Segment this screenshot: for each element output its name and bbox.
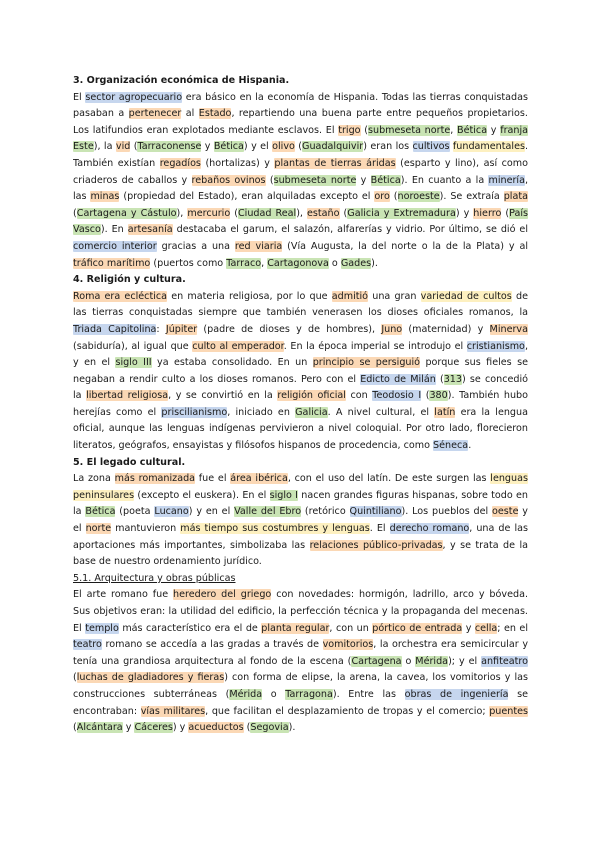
highlighted-term: Ciudad Real <box>237 207 297 219</box>
text-line <box>73 554 528 571</box>
highlighted-term: más romanizada <box>114 473 196 485</box>
text-run: (padre de dioses y de hombres), <box>197 323 382 335</box>
highlighted-term: priscilianismo <box>161 406 228 418</box>
text-run: romano se accedía a las gradas a través de <box>101 639 323 651</box>
text-run: tenía una grandiosa arquitectura al fondo de la escena ( <box>73 655 352 667</box>
text-run: y en el <box>73 357 116 369</box>
text-run: la <box>73 506 86 518</box>
highlighted-term: culto al emperador <box>192 340 284 352</box>
text-run: ( <box>73 672 77 684</box>
highlighted-term: área ibérica <box>230 473 288 485</box>
text-line <box>73 222 528 239</box>
text-run: 5.1. Arquitectura y obras públicas <box>73 572 236 584</box>
text-run: 5. El legado cultural. <box>73 456 186 468</box>
text-run: el <box>73 523 86 535</box>
highlighted-term: noroeste <box>397 191 440 203</box>
text-line <box>73 322 528 339</box>
text-run: 4. Religión y cultura. <box>73 274 186 286</box>
text-run: ). Se extraía <box>439 191 504 203</box>
text-line <box>73 720 528 737</box>
highlighted-term: variedad de cultos <box>420 290 512 302</box>
text-run: y <box>356 174 371 186</box>
highlighted-term: Bética <box>457 124 488 136</box>
text-run: la <box>73 390 87 402</box>
highlighted-term: peninsulares <box>73 489 135 501</box>
highlighted-term: oro <box>374 191 390 203</box>
text-run: oficial, aunque las lenguas indígenas pervivieron a nivel coloquial. Por otro lado, florecieron <box>73 423 528 435</box>
text-run: literatos, geógrafos, ensayistas y filósofos hispanos de procedencia, como <box>73 440 434 452</box>
text-run: Sus objetivos eran: la utilidad del edificio, la perfección técnica y la propaganda del mecenas. <box>73 606 528 617</box>
text-run: negaban a rendir culto a los dioses romanos. Pero con el <box>73 373 361 385</box>
highlighted-term: acueductos <box>188 722 244 734</box>
text-line <box>73 687 528 704</box>
text-run: ). Entre las <box>332 688 405 700</box>
highlighted-term: Júpiter <box>165 323 198 335</box>
highlighted-term: luchas de gladiadores y fieras <box>76 672 225 684</box>
highlighted-term: latín <box>434 406 456 418</box>
highlighted-term: lenguas <box>490 473 528 485</box>
text-line <box>73 654 528 671</box>
highlighted-term: vid <box>115 141 131 153</box>
highlighted-term: oeste <box>492 506 519 518</box>
text-run: (sabiduría), al igual que <box>73 340 193 352</box>
highlighted-term: Valle del Ebro <box>234 506 302 518</box>
text-run: y <box>122 722 135 734</box>
highlighted-term: cultivos <box>412 141 450 153</box>
highlighted-term: derecho romano <box>389 523 470 535</box>
highlighted-term: plantas de tierras áridas <box>274 157 396 169</box>
text-line <box>73 355 528 372</box>
highlighted-term: Tarragona <box>285 688 333 700</box>
highlighted-term: teatro <box>73 639 102 651</box>
text-line <box>73 488 528 505</box>
text-run: y <box>518 506 528 518</box>
highlighted-term: submeseta norte <box>273 174 357 186</box>
highlighted-term: trigo <box>338 124 361 136</box>
text-line <box>73 421 528 438</box>
text-line <box>73 621 528 638</box>
highlighted-term: hierro <box>473 207 502 219</box>
text-run: 3. Organización económica de Hispania. <box>73 75 290 86</box>
text-line <box>73 173 528 190</box>
text-line <box>73 123 528 140</box>
section-heading <box>73 455 528 472</box>
highlighted-term: Lucano <box>154 506 189 518</box>
text-run: , <box>261 257 268 269</box>
text-run: ( <box>421 390 430 402</box>
text-run: . A nivel cultural, el <box>327 406 435 418</box>
text-run: ), <box>176 207 188 219</box>
text-line <box>73 256 528 273</box>
highlighted-term: Triada Capitolina <box>73 323 157 335</box>
text-line <box>73 139 528 156</box>
highlighted-term: más tiempo sus costumbres y lenguas <box>180 523 370 535</box>
highlighted-term: submeseta norte <box>368 124 451 136</box>
text-line <box>73 388 528 405</box>
highlighted-term: relaciones público-privadas <box>309 539 443 551</box>
highlighted-term: red viaria <box>234 240 283 252</box>
highlighted-term: regadíos <box>159 157 201 169</box>
highlighted-term: vomitorios <box>322 639 374 651</box>
text-run: (esparto y lino), así como <box>395 157 528 169</box>
highlighted-term: cristianismo <box>466 340 525 352</box>
highlighted-term: religión oficial <box>277 390 346 402</box>
text-line <box>73 704 528 721</box>
text-line <box>73 604 528 621</box>
text-run: , y se convirtió en la <box>168 390 278 402</box>
text-run: ), <box>296 207 308 219</box>
highlighted-term: País <box>509 207 528 219</box>
text-run: ), la <box>93 141 116 153</box>
highlighted-term: 380 <box>429 390 448 402</box>
highlighted-term: pertenecer <box>128 108 182 120</box>
highlighted-term: Roma era ecléctica <box>73 290 168 302</box>
highlighted-term: templo <box>85 622 119 634</box>
text-run: (maternidad) y <box>402 323 490 335</box>
text-run: las tierras conquistadas siempre que también venerasen los dioses oficiales romanos, la <box>73 307 528 319</box>
text-run: y <box>462 622 475 634</box>
text-run: criaderos de caballos y <box>73 174 192 186</box>
section-heading <box>73 272 528 289</box>
highlighted-term: admitió <box>331 290 369 302</box>
text-run: ) y <box>455 207 474 219</box>
highlighted-term: libertad religiosa <box>86 390 169 402</box>
highlighted-term: planta regular <box>261 622 330 634</box>
text-run: , y se trata de la <box>442 539 528 551</box>
text-run: ( <box>294 141 303 153</box>
text-line <box>73 538 528 555</box>
text-run: También existían <box>73 157 160 169</box>
text-run: . <box>468 440 472 452</box>
text-line <box>73 90 528 107</box>
highlighted-term: Vasco <box>73 224 101 236</box>
highlighted-term: Tarraco <box>226 257 262 269</box>
text-run: herejías como el <box>73 406 162 418</box>
highlighted-term: Cáceres <box>134 722 173 734</box>
text-run: ( <box>230 207 238 219</box>
text-line <box>73 521 528 538</box>
section-heading <box>73 73 528 90</box>
highlighted-term: 313 <box>443 373 463 385</box>
text-run: en materia religiosa, por lo que <box>167 290 332 302</box>
text-run: más característico era el de <box>118 622 262 634</box>
text-line <box>73 405 528 422</box>
text-run: construcciones subterráneas ( <box>73 688 230 700</box>
highlighted-term: Minerva <box>489 323 528 335</box>
text-line <box>73 239 528 256</box>
highlighted-term: anfiteatro <box>481 655 528 667</box>
subsection-heading <box>73 571 528 588</box>
text-line <box>73 372 528 389</box>
text-run: ya estaba consolidado. En un <box>151 357 313 369</box>
text-run: gracias a una <box>156 240 235 252</box>
highlighted-term: cella <box>474 622 498 634</box>
highlighted-term: Tarraconense <box>137 141 202 153</box>
highlighted-term: Galicia <box>295 406 328 418</box>
highlighted-term: Edicto de Milán <box>360 373 436 385</box>
text-run: , con un <box>329 622 373 634</box>
text-run: El <box>73 622 86 634</box>
highlighted-term: sector agropecuario <box>85 91 183 103</box>
highlighted-term: fundamentales <box>452 141 525 153</box>
highlighted-term: Cartagonova <box>267 257 329 269</box>
text-run: (propiedad del Estado), eran alquiladas excepto el <box>119 191 375 203</box>
text-run: ) eran los <box>363 141 413 153</box>
highlighted-term: Cartagena <box>351 655 402 667</box>
text-run: con <box>345 390 373 402</box>
highlighted-term: Galicia y Extremadura <box>347 207 456 219</box>
text-run: , que facilitan el desplazamiento de tropas y el comercio; <box>205 705 490 717</box>
text-line <box>73 106 528 123</box>
text-line <box>73 637 528 654</box>
text-run: ) con forma de elipse, la arena, la cavea, los vomitorios y las <box>224 672 528 684</box>
text-line <box>73 471 528 488</box>
highlighted-term: tráfico marítimo <box>73 257 151 269</box>
text-line <box>73 339 528 356</box>
highlighted-term: minas <box>90 191 120 203</box>
highlighted-term: principio se persiguió <box>312 357 421 369</box>
text-line <box>73 206 528 223</box>
text-line <box>73 156 528 173</box>
text-run: Los latifundios eran explotados mediante esclavos. El <box>73 124 339 136</box>
highlighted-term: Cartagena y Cástulo <box>76 207 177 219</box>
text-run: La zona <box>73 473 115 485</box>
text-run: o <box>401 655 416 667</box>
highlighted-term: minería <box>488 174 525 186</box>
text-run: , la orchestra era semicircular y <box>373 639 528 651</box>
highlighted-term: plata <box>503 191 528 203</box>
highlighted-term: Bética <box>213 141 244 153</box>
highlighted-term: Este <box>73 141 94 153</box>
text-run: ). <box>371 257 378 269</box>
text-line <box>73 587 528 604</box>
text-run: ( <box>243 722 251 734</box>
text-run: (puertos como <box>150 257 227 269</box>
text-run: pasaban a <box>73 108 129 120</box>
text-run: , <box>450 124 458 136</box>
highlighted-term: franja <box>500 124 528 136</box>
text-run: una gran <box>368 290 421 302</box>
text-run: mantuvieron <box>111 523 181 535</box>
text-line <box>73 504 528 521</box>
text-run: ( <box>360 124 369 136</box>
text-run: ). En cuanto a la <box>400 174 489 186</box>
highlighted-term: Teodosio I <box>372 390 422 402</box>
text-run: (hortalizas) y <box>200 157 275 169</box>
text-run: , iniciado en <box>227 406 296 418</box>
text-line <box>73 438 528 455</box>
text-run: ( <box>501 207 510 219</box>
text-run: fue el <box>195 473 231 485</box>
text-run: de <box>511 290 528 302</box>
text-run: , <box>524 340 528 352</box>
highlighted-term: Segovia <box>250 722 289 734</box>
text-run: ( <box>265 174 274 186</box>
highlighted-term: vías militares <box>140 705 206 717</box>
text-run: se <box>508 688 528 700</box>
highlighted-term: Quintiliano <box>349 506 402 518</box>
text-run: encontraban: <box>73 705 141 717</box>
highlighted-term: artesanía <box>127 224 173 236</box>
highlighted-term: estaño <box>307 207 340 219</box>
text-run: destacaba el garum, el salazón, alfarerías y vidrio. Por último, se dió el <box>172 224 528 236</box>
text-line <box>73 189 528 206</box>
highlighted-term: norte <box>85 523 112 535</box>
highlighted-term: heredero del griego <box>173 589 272 601</box>
text-run: . El <box>369 523 390 535</box>
text-run: El arte romano fue <box>73 589 174 601</box>
highlighted-term: rebaños ovinos <box>191 174 266 186</box>
text-run: era básico en la economía de Hispania. Todas las tierras conquistadas <box>182 91 528 103</box>
text-line <box>73 289 528 306</box>
highlighted-term: Séneca <box>433 440 469 452</box>
highlighted-term: Juno <box>381 323 403 335</box>
text-run: aportaciones más importantes, simbolizaba las <box>73 539 310 551</box>
text-run: ) y <box>172 722 189 734</box>
highlighted-term: comercio interior <box>73 240 157 252</box>
text-run: ). Los pueblos del <box>401 506 493 518</box>
highlighted-term: Mérida <box>229 688 263 700</box>
text-run: ( <box>73 722 77 734</box>
highlighted-term: puentes <box>489 705 528 717</box>
highlighted-term: obras de ingeniería <box>404 688 509 700</box>
text-run: base de nuestro ordenamiento jurídico. <box>73 556 262 568</box>
text-run: era la lengua <box>455 406 528 418</box>
highlighted-term: pórtico de entrada <box>372 622 463 634</box>
highlighted-term: Guadalquivir <box>302 141 364 153</box>
text-run: ); y el <box>448 655 482 667</box>
text-run: El <box>73 91 86 103</box>
highlighted-term: siglo I <box>269 489 298 501</box>
text-line <box>73 670 528 687</box>
text-run: ) se concedió <box>462 373 528 385</box>
highlighted-term: olivo <box>272 141 295 153</box>
text-run: ( <box>73 207 77 219</box>
text-run: ( <box>435 373 444 385</box>
document-body <box>73 73 528 737</box>
text-run: ). En <box>100 224 128 236</box>
text-run: y <box>487 124 501 136</box>
text-run: con novedades: hormigón, ladrillo, arco y bóveda. <box>271 589 528 601</box>
text-run: ) y el <box>243 141 273 153</box>
text-run: ). <box>288 722 296 734</box>
text-run: al <box>181 108 199 120</box>
text-run: o <box>262 688 286 700</box>
text-run: ( <box>389 191 398 203</box>
text-line <box>73 305 528 322</box>
text-run: ). También hubo <box>447 390 528 402</box>
text-run: ; en el <box>497 622 528 634</box>
text-run: nacen grandes figuras hispanas, sobre todo en <box>297 489 528 501</box>
text-run: ( <box>130 141 138 153</box>
highlighted-term: Bética <box>370 174 401 186</box>
highlighted-term: Gades <box>340 257 372 269</box>
highlighted-term: Alcántara <box>76 722 123 734</box>
text-run: , repartiendo una buena parte entre pequeños propietarios. <box>231 108 528 120</box>
text-run: y <box>201 141 214 153</box>
text-run: las <box>73 191 91 203</box>
text-run: . <box>524 141 528 153</box>
text-run: o <box>328 257 341 269</box>
highlighted-term: Mérida <box>415 655 449 667</box>
highlighted-term: mercurio <box>187 207 231 219</box>
text-run: (retórico <box>301 506 350 518</box>
text-run: , <box>524 174 528 186</box>
text-run: (Vía Augusta, la del norte o la de la Plata) y al <box>282 240 528 252</box>
text-run: , con el uso del latín. De este surgen las <box>287 473 491 485</box>
text-run: porque sus fieles se <box>420 357 528 369</box>
text-run: ( <box>339 207 348 219</box>
highlighted-term: Bética <box>85 506 116 518</box>
text-run: . En la época imperial se introdujo el <box>283 340 467 352</box>
text-run: ) y en el <box>188 506 235 518</box>
text-run: (excepto el euskera). En el <box>134 489 270 501</box>
text-run: , una de las <box>469 523 528 535</box>
text-run: (poeta <box>115 506 155 518</box>
text-run: : <box>156 323 166 335</box>
highlighted-term: Estado <box>198 108 232 120</box>
highlighted-term: siglo III <box>115 357 152 369</box>
